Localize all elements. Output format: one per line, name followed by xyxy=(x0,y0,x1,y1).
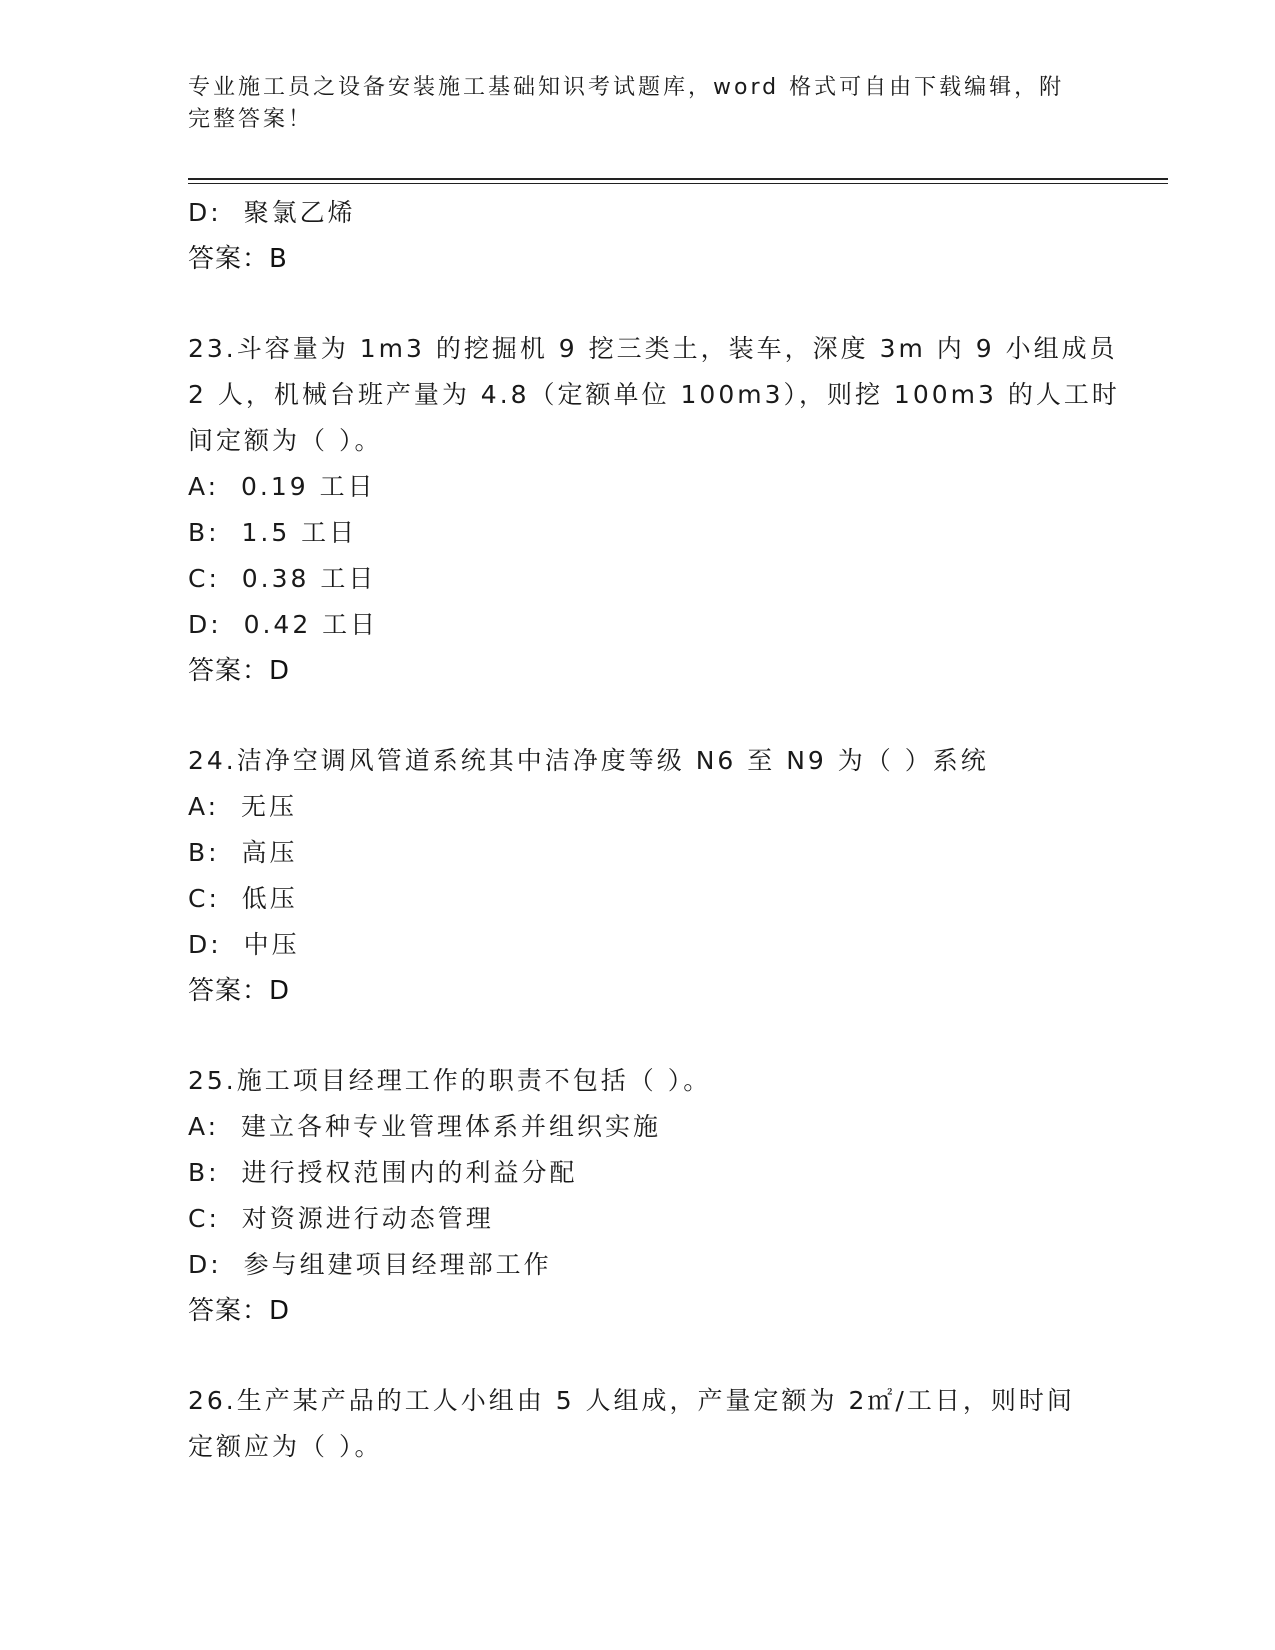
option-d: D: 参与组建项目经理部工作 xyxy=(188,1250,552,1279)
answer-line: 答案：B xyxy=(188,244,288,274)
option-a: A: 建立各种专业管理体系并组织实施 xyxy=(188,1112,661,1141)
question-stem: 定额应为（ ）。 xyxy=(188,1432,383,1461)
question-25 xyxy=(188,1058,1188,1334)
option-b: B: 1.5 工日 xyxy=(188,518,358,547)
option-b: B: 进行授权范围内的利益分配 xyxy=(188,1158,578,1187)
question-stem: 2 人，机械台班产量为 4.8（定额单位 100m3），则挖 100m3 的人工时 xyxy=(188,380,1120,409)
option-a: A: 0.19 工日 xyxy=(188,472,376,501)
question-24 xyxy=(188,738,1188,1014)
question-26 xyxy=(188,1378,1188,1470)
option-d: D: 中压 xyxy=(188,930,300,959)
answer-line: 答案：D xyxy=(188,1296,291,1326)
question-stem: 23.斗容量为 1m3 的挖掘机 9 挖三类土，装车，深度 3m 内 9 小组成员 xyxy=(188,334,1118,363)
option-d: D: 聚氯乙烯 xyxy=(188,198,356,227)
question-stem: 间定额为（ ）。 xyxy=(188,426,383,455)
page-header: 专业施工员之设备安装施工基础知识考试题库，word 格式可自由下载编辑，附完整答案！ xyxy=(188,75,1065,132)
question-stem: 24.洁净空调风管道系统其中洁净度等级 N6 至 N9 为（ ）系统 xyxy=(188,746,989,775)
option-c: C: 0.38 工日 xyxy=(188,564,377,593)
header-divider-thin xyxy=(188,183,1168,184)
question-23 xyxy=(188,326,1188,694)
option-c: C: 低压 xyxy=(188,884,298,913)
option-c: C: 对资源进行动态管理 xyxy=(188,1204,494,1233)
answer-line: 答案：D xyxy=(188,976,291,1006)
question-content xyxy=(188,190,1188,1470)
answer-line: 答案：D xyxy=(188,656,291,686)
header-divider xyxy=(188,178,1168,180)
option-d: D: 0.42 工日 xyxy=(188,610,379,639)
option-b: B: 高压 xyxy=(188,838,298,867)
question-stem: 25.施工项目经理工作的职责不包括（ ）。 xyxy=(188,1066,712,1095)
question-stem: 26.生产某产品的工人小组由 5 人组成，产量定额为 2㎡/工日，则时间 xyxy=(188,1386,1075,1415)
option-a: A: 无压 xyxy=(188,792,297,821)
